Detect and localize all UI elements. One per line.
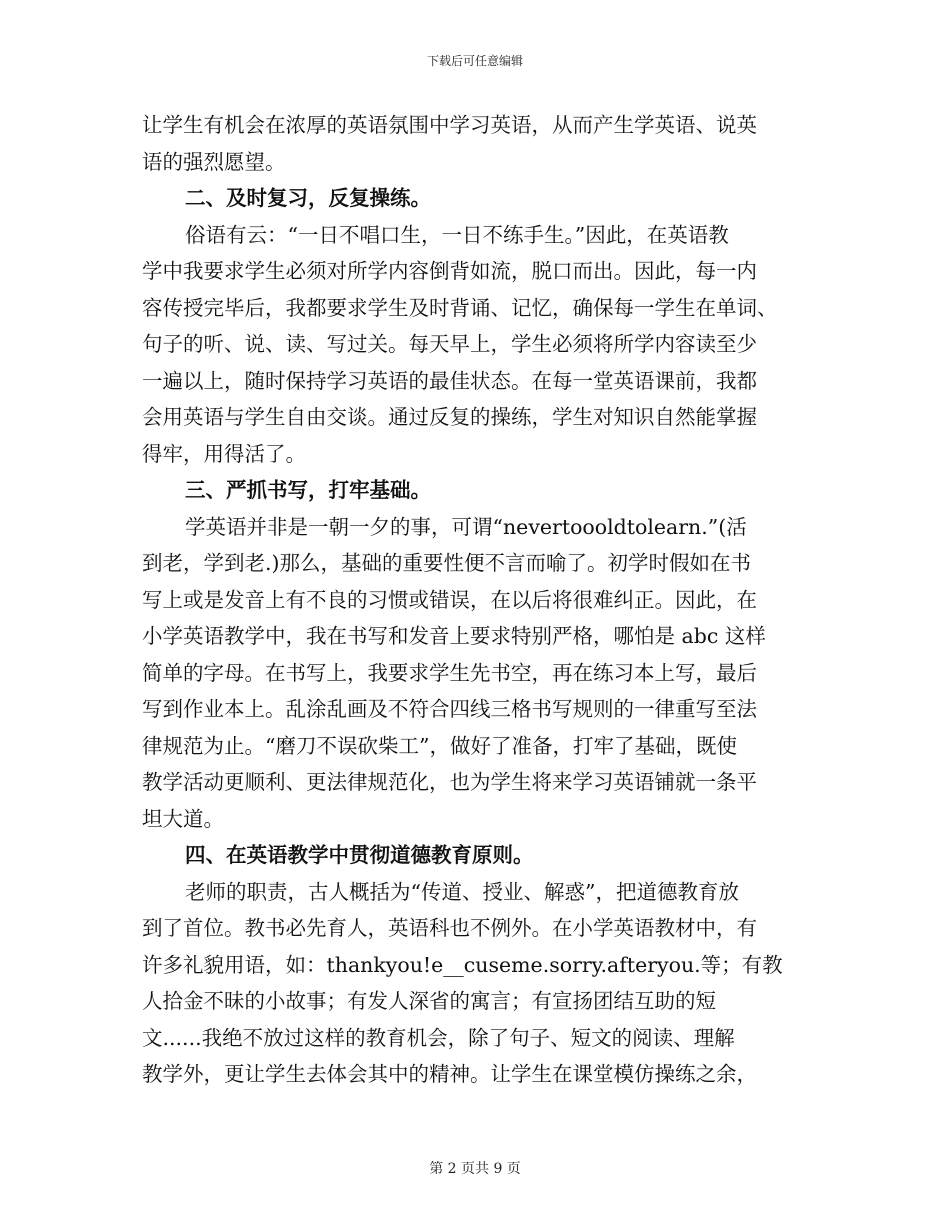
text-line: 一遍以上，随时保持学习英语的最佳状态。在每一堂英语课前，我都 bbox=[142, 368, 757, 393]
text-line: 许多礼貌用语，如：thankyou!e__cuseme.sorry.afteryou.等；有教 bbox=[142, 952, 783, 977]
section-heading: 四、在英语教学中贯彻道德教育原则。 bbox=[185, 843, 534, 867]
section-heading: 三、严抓书写，打牢基础。 bbox=[185, 478, 431, 502]
text-line: 让学生有机会在浓厚的英语氛围中学习英语，从而产生学英语、说英 bbox=[142, 113, 757, 137]
text-line: 俗语有云：“一日不唱口生，一日不练手生。”因此，在英语教 bbox=[185, 222, 729, 247]
text-line: 简单的字母。在书写上，我要求学生先书空，再在练习本上写，最后 bbox=[142, 660, 757, 685]
document-body bbox=[142, 107, 812, 1093]
text-line: 学英语并非是一朝一夕的事，可谓“nevertoooldtolearn.”(活 bbox=[185, 514, 747, 539]
text-line: 学中我要求学生必须对所学内容倒背如流，脱口而出。因此，每一内 bbox=[142, 259, 757, 283]
text-line: 得牢，用得活了。 bbox=[142, 441, 306, 466]
body-text bbox=[142, 107, 812, 1093]
text-line: 教学活动更顺利、更法律规范化，也为学生将来学习英语铺就一条平 bbox=[142, 770, 757, 794]
text-line: 写到作业本上。乱涂乱画及不符合四线三格书写规则的一律重写至法 bbox=[142, 697, 757, 721]
text-line: 语的强烈愿望。 bbox=[142, 149, 286, 174]
text-line: 写上或是发音上有不良的习惯或错误，在以后将很难纠正。因此，在 bbox=[142, 587, 757, 612]
text-line: 句子的听、说、读、写过关。每天早上，学生必须将所学内容读至少 bbox=[142, 332, 757, 356]
page-header: 下载后可任意编辑 bbox=[426, 54, 523, 68]
text-line: 律规范为止。“磨刀不误砍柴工”，做好了准备，打牢了基础，既使 bbox=[142, 733, 737, 758]
text-line: 人拾金不昧的小故事；有发人深省的寓言；有宣扬团结互助的短 bbox=[142, 989, 716, 1013]
section-heading: 二、及时复习，反复操练。 bbox=[185, 186, 431, 210]
text-line: 坦大道。 bbox=[142, 806, 224, 831]
text-line: 小学英语教学中，我在书写和发音上要求特别严格，哪怕是 abc 这样 bbox=[142, 624, 766, 648]
text-line: 到老，学到老.)那么，基础的重要性便不言而喻了。初学时假如在书 bbox=[142, 551, 752, 575]
text-line: 会用英语与学生自由交谈。通过反复的操练，学生对知识自然能掌握 bbox=[142, 405, 757, 429]
text-line: 到了首位。教书必先育人，英语科也不例外。在小学英语教材中，有 bbox=[142, 916, 757, 940]
text-line: 容传授完毕后，我都要求学生及时背诵、记忆，确保每一学生在单词、 bbox=[142, 295, 778, 320]
page-footer: 第 2 页共 9 页 bbox=[429, 1161, 521, 1177]
text-line: 老师的职责，古人概括为“传道、授业、解惑”，把道德教育放 bbox=[185, 879, 739, 904]
text-line: 文......我绝不放过这样的教育机会，除了句子、短文的阅读、理解 bbox=[142, 1025, 735, 1050]
text-line: 教学外，更让学生去体会其中的精神。让学生在课堂模仿操练之余， bbox=[142, 1062, 757, 1086]
